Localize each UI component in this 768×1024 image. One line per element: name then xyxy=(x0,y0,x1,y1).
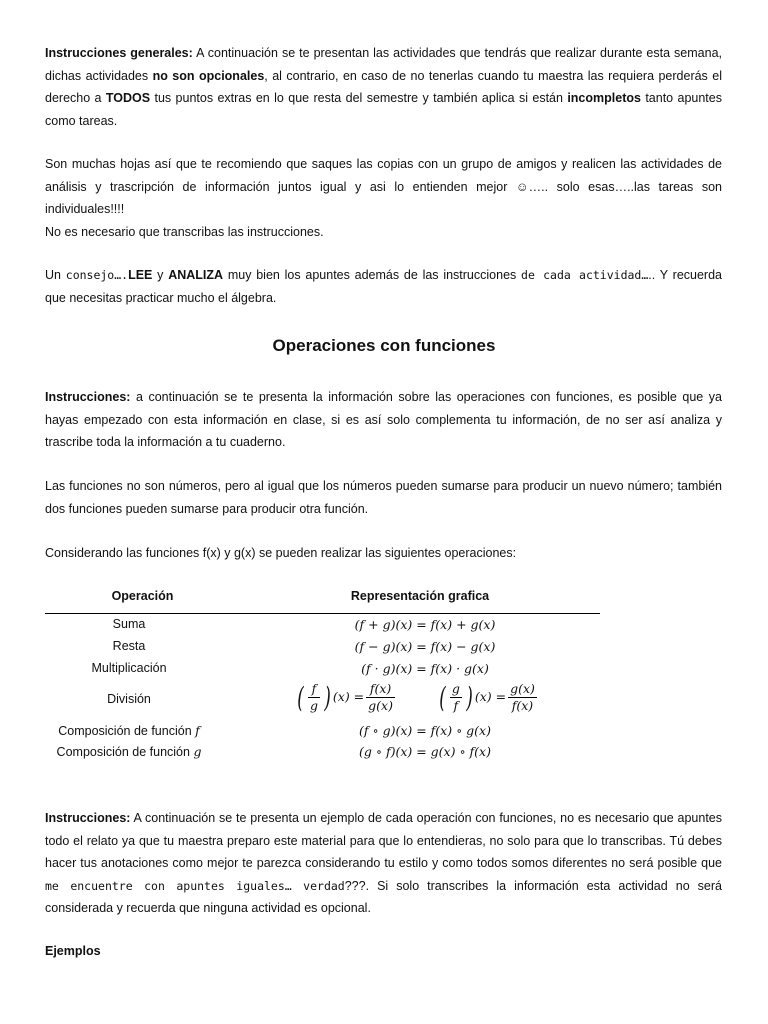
examples-heading: Ejemplos xyxy=(45,944,101,958)
text-run: .. Y recuerda que necesitas practicar mucho el álgebra. xyxy=(45,268,722,305)
text-run: Un xyxy=(45,268,66,282)
copies-paragraph: Son muchas hojas así que te recomiendo que saques las copias con un grupo de amigos y realicen las actividades de análisis y trascripción de información juntos igual y asi lo entienden mejor ☺….. solo esas…..las tareas son individuales!!!! xyxy=(45,157,722,216)
paren-close: ) xyxy=(324,680,331,714)
table-header-row xyxy=(45,585,600,614)
fraction-numerator: g xyxy=(451,681,460,696)
mono-run: de cada actividad… xyxy=(521,268,649,282)
operation-variable: g xyxy=(193,744,202,759)
fraction xyxy=(450,681,462,714)
advice-paragraph xyxy=(45,264,722,309)
text-run: A continuación se te presentan las actividades que tendrás que realizar durante esta semana, dichas actividades xyxy=(45,46,722,83)
operation-name: Suma xyxy=(112,617,146,631)
operations-intro-paragraph: Considerando las funciones f(x) y g(x) se pueden realizar las siguientes operaciones: xyxy=(45,546,517,560)
operation-name xyxy=(33,744,225,759)
operation-formula: (f · g)(x) = f(x) · g(x) xyxy=(361,661,489,676)
instructions-label: Instrucciones: xyxy=(45,390,131,404)
operation-name: División xyxy=(107,692,151,706)
fraction-denominator: g(x) xyxy=(368,698,393,713)
examples-instructions-paragraph xyxy=(45,807,722,920)
bold-run: LEE xyxy=(128,268,153,282)
bold-run: ANALIZA xyxy=(168,268,224,282)
operation-formula: (f ∘ g)(x) = f(x) ∘ g(x) xyxy=(359,723,491,738)
fraction xyxy=(308,681,320,714)
instructions-label: Instrucciones: xyxy=(45,811,131,825)
operation-name xyxy=(33,723,225,738)
operation-name: Multiplicación xyxy=(91,661,167,675)
table-row xyxy=(45,744,600,768)
fraction-denominator: g xyxy=(309,698,318,713)
paren-close: ) xyxy=(466,680,473,714)
operation-name: Resta xyxy=(112,639,146,653)
table-row xyxy=(45,617,600,639)
table-row xyxy=(45,721,600,745)
text-run: a continuación se te presenta la información sobre las operaciones con funciones, es posible que ya hayas empezado con esta información en clase, si es así solo complementa tu información, de no ser así analiza y trascribe toda la información a tu cuaderno. xyxy=(45,390,722,449)
table-row-division xyxy=(45,681,600,721)
operation-variable: f xyxy=(195,723,200,738)
general-instructions-label: Instrucciones generales: xyxy=(45,46,193,60)
section-instructions-paragraph xyxy=(45,386,722,454)
bold-run: incompletos xyxy=(567,91,641,105)
fraction-numerator: g(x) xyxy=(510,681,535,696)
header-representation: Representación grafica xyxy=(350,589,490,603)
fraction xyxy=(366,681,395,714)
fraction-numerator: f xyxy=(308,681,320,698)
operation-formula: (g ∘ f)(x) = g(x) ∘ f(x) xyxy=(359,744,491,759)
table-row xyxy=(45,639,600,661)
formula-middle: (x) = xyxy=(474,689,507,704)
division-formulas xyxy=(295,681,595,714)
header-operation: Operación xyxy=(111,589,174,603)
paren-open: ( xyxy=(439,680,446,714)
fraction xyxy=(508,681,537,714)
formula-middle: (x) = xyxy=(332,689,365,704)
fraction-denominator: f xyxy=(453,698,459,713)
bold-run: no son opcionales xyxy=(152,68,265,83)
no-transcribe-paragraph: No es necesario que transcribas las instrucciones. xyxy=(45,225,324,239)
text-run: tus puntos extras en lo que resta del semestre y también aplica si están xyxy=(150,91,568,105)
operation-name-text: Composición de función xyxy=(56,745,194,759)
fraction-denominator: f(x) xyxy=(511,698,534,713)
operations-table xyxy=(45,585,600,768)
general-instructions-paragraph xyxy=(45,42,722,132)
operation-formula: (f − g)(x) = f(x) − g(x) xyxy=(354,639,496,654)
text-run: muy bien los apuntes además de las instrucciones xyxy=(223,268,522,282)
fraction-numerator: f(x) xyxy=(366,681,395,698)
operation-name-text: Composición de función xyxy=(58,724,196,738)
bold-run: TODOS xyxy=(105,91,151,105)
text-run: tanto apuntes como tareas. xyxy=(45,91,722,128)
text-run: y xyxy=(152,268,169,282)
paren-open: ( xyxy=(297,680,304,714)
text-run: , al contrario, en caso de no tenerlas cuando tu maestra las requiera perderás el derecho a xyxy=(45,68,722,105)
mono-run: me encuentre con apuntes iguales… verdad xyxy=(45,878,345,893)
operation-formula: (f + g)(x) = f(x) + g(x) xyxy=(354,617,496,632)
mono-run: consejo…. xyxy=(65,268,129,282)
functions-paragraph: Las funciones no son números, pero al igual que los números pueden sumarse para producir un nuevo número; también dos funciones pueden sumarse para producir otra función. xyxy=(45,479,722,516)
section-title: Operaciones con funciones xyxy=(272,336,496,355)
text-run: ???. Si solo transcribes la información esta actividad no será considerada y recuerda que ninguna actividad es opcional. xyxy=(45,878,722,915)
table-row xyxy=(45,661,600,683)
text-run: A continuación se te presenta un ejemplo de cada operación con funciones, no es necesario que apuntes todo el relato ya que tu maestra preparo este material para que lo entendieras, no solo para que lo transcribas. Tú debes hacer tus anotaciones como mejor te parezca considerando tu estilo y como todos somos diferentes no será posible que xyxy=(45,811,722,870)
